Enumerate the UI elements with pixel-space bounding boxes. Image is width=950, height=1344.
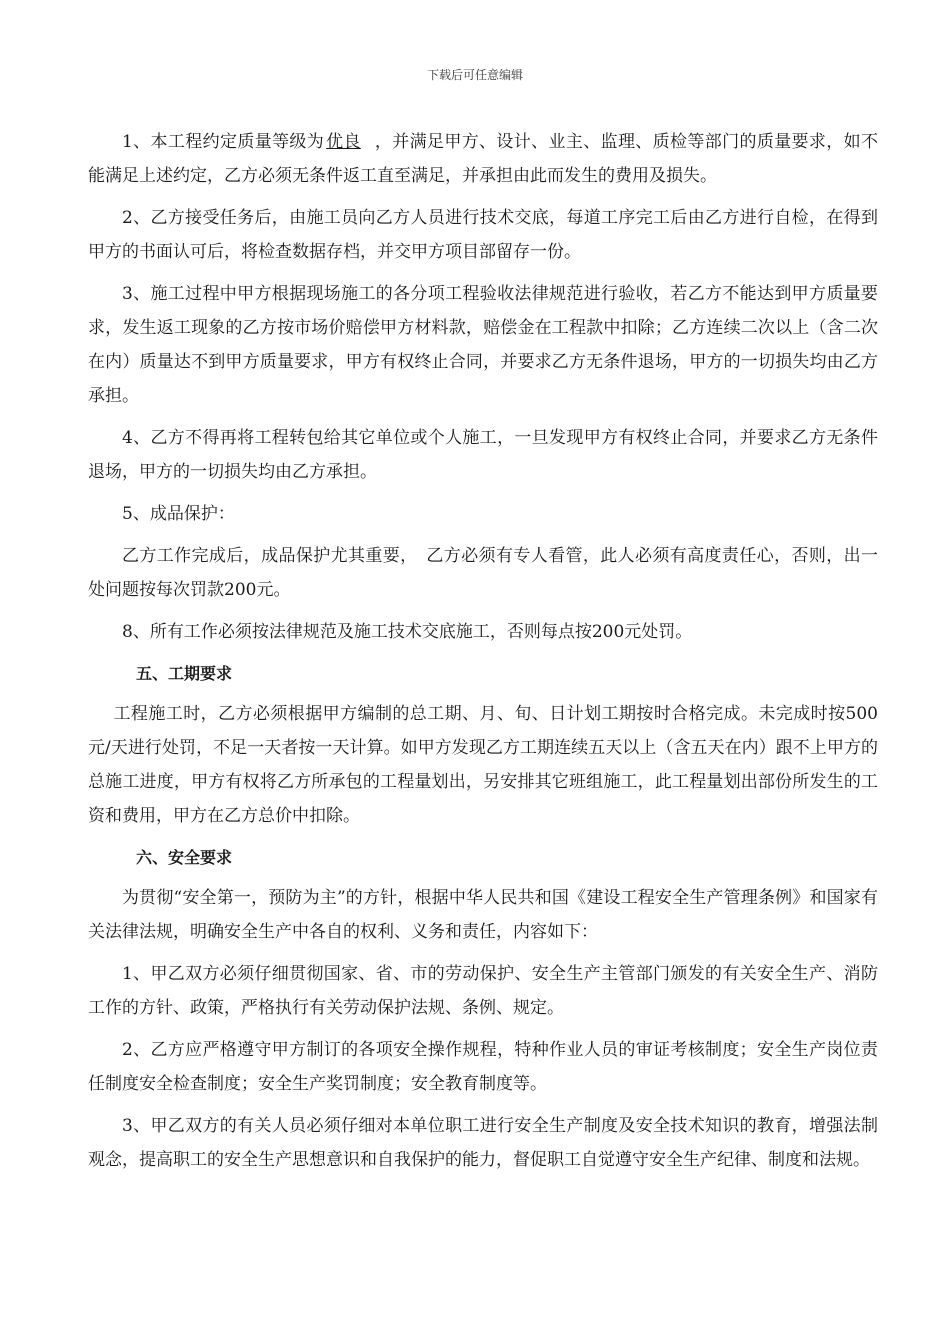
- quality-grade-value: 优良: [326, 132, 361, 152]
- safety-clause-3: 3、甲乙双方的有关人员必须仔细对本单位职工进行安全生产制度及安全技术知识的教育，增强法制观念，提高职工的安全生产思想意识和自我保护的能力，督促职工自觉遵守安全生产纪律、制度和法规。: [88, 1116, 878, 1170]
- schedule-text: 工程施工时，乙方必须根据甲方编制的总工期、月、旬、日计划工期按时合格完成。未完成时按500元/天进行处罚，不足一天者按一天计算。如甲方发现乙方工期连续五天以上（含五天在内）跟不上甲方的总施工进度，甲方有权将乙方所承包的工程量划出，另安排其它班组施工，此工程量划出部份所发生的工资和费用，甲方在乙方总价中扣除。: [88, 704, 878, 826]
- safety-clause-1: 1、甲乙双方必须仔细贯彻国家、省、市的劳动保护、安全生产主管部门颁发的有关安全生产、消防工作的方针、政策，严格执行有关劳动保护法规、条例、规定。: [88, 964, 878, 1018]
- section-heading-safety: 六、安全要求: [136, 848, 233, 867]
- section-heading-schedule: 五、工期要求: [136, 664, 233, 683]
- safety-clause-2: 2、乙方应严格遵守甲方制订的各项安全操作规程，特种作业人员的审证考核制度；安全生产岗位责任制度安全检查制度；安全生产奖罚制度；安全教育制度等。: [88, 1040, 878, 1094]
- header-note: 下载后可任意编辑: [426, 68, 523, 82]
- quality-clause-1: [88, 125, 878, 193]
- product-protection-text: 乙方工作完成后，成品保护尤其重要， 乙方必须有专人看管，此人必须有高度责任心，否则，出一处问题按每次罚款200元。: [88, 546, 878, 600]
- document-body: [88, 125, 878, 1185]
- quality-clause-5: 5、成品保护：: [122, 504, 235, 524]
- quality-clause-8: 8、所有工作必须按法律规范及施工技术交底施工，否则每点按200元处罚。: [122, 622, 693, 642]
- safety-intro: 为贯彻“安全第一，预防为主”的方针，根据中华人民共和国《建设工程安全生产管理条例》和国家有关法律法规，明确安全生产中各自的权利、义务和责任，内容如下：: [88, 888, 878, 942]
- quality-clause-1-before: 1、本工程约定质量等级为: [122, 132, 325, 152]
- quality-clause-3: 3、施工过程中甲方根据现场施工的各分项工程验收法律规范进行验收，若乙方不能达到甲方质量要求，发生返工现象的乙方按市场价赔偿甲方材料款，赔偿金在工程款中扣除；乙方连续二次以上（含二次在内）质量达不到甲方质量要求，甲方有权终止合同，并要求乙方无条件退场，甲方的一切损失均由乙方承担。: [88, 284, 878, 406]
- quality-clause-1-after: ，并满足甲方、设计、业主、监理、质检等部门的质量要求，如不能满足上述约定，乙方必须无条件返工直至满足，并承担由此而发生的费用及损失。: [88, 132, 879, 186]
- quality-clause-4: 4、乙方不得再将工程转包给其它单位或个人施工，一旦发现甲方有权终止合同，并要求乙方无条件退场，甲方的一切损失均由乙方承担。: [88, 428, 878, 482]
- quality-clause-2: 2、乙方接受任务后，由施工员向乙方人员进行技术交底，每道工序完工后由乙方进行自检，在得到甲方的书面认可后，将检查数据存档，并交甲方项目部留存一份。: [88, 208, 878, 262]
